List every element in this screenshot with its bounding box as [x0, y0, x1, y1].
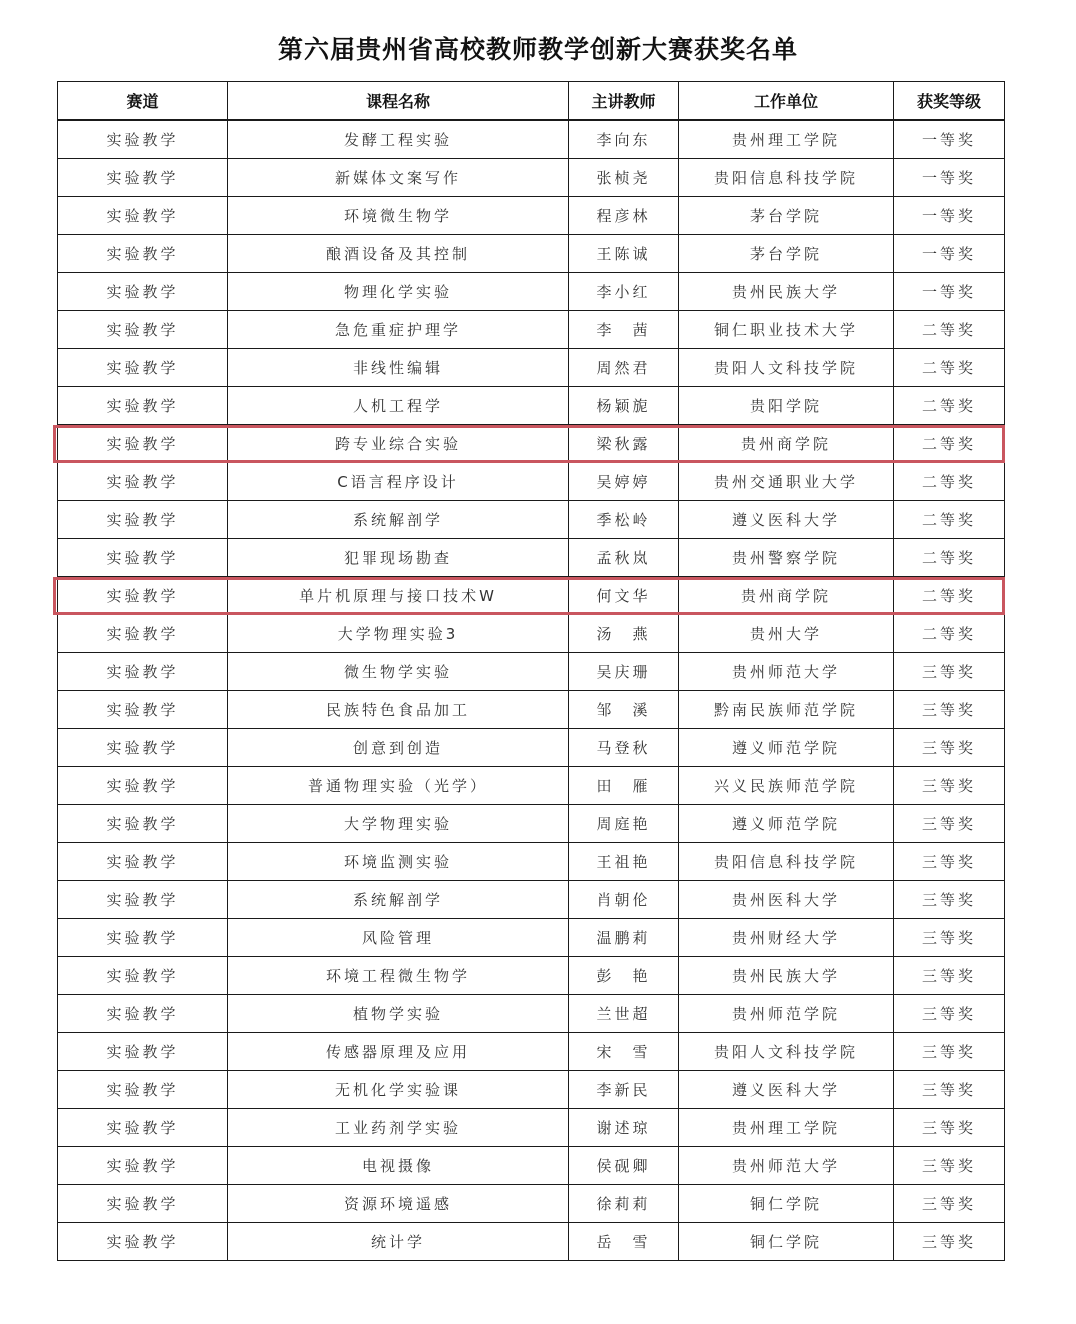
cell-institution: 贵阳信息科技学院 [679, 843, 894, 881]
cell-track: 实验教学 [58, 387, 228, 425]
cell-lead-teacher: 张桢尧 [569, 159, 679, 197]
cell-course-name: 民族特色食品加工 [228, 691, 569, 729]
table-row [58, 843, 1005, 881]
cell-course-name: 系统解剖学 [228, 881, 569, 919]
cell-course-name: 系统解剖学 [228, 501, 569, 539]
cell-institution: 贵州警察学院 [679, 539, 894, 577]
table-row [58, 425, 1005, 463]
cell-lead-teacher: 吴婷婷 [569, 463, 679, 501]
cell-award-level: 二等奖 [894, 577, 1005, 615]
cell-course-name: 无机化学实验课 [228, 1071, 569, 1109]
cell-track: 实验教学 [58, 311, 228, 349]
table-row [58, 615, 1005, 653]
cell-track: 实验教学 [58, 349, 228, 387]
cell-award-level: 二等奖 [894, 311, 1005, 349]
cell-lead-teacher: 李向东 [569, 120, 679, 159]
cell-award-level: 三等奖 [894, 729, 1005, 767]
cell-track: 实验教学 [58, 1223, 228, 1261]
cell-lead-teacher: 彭 艳 [569, 957, 679, 995]
table-row [58, 881, 1005, 919]
cell-track: 实验教学 [58, 501, 228, 539]
cell-award-level: 二等奖 [894, 539, 1005, 577]
cell-institution: 贵州理工学院 [679, 1109, 894, 1147]
awards-table [57, 81, 1005, 1261]
cell-award-level: 一等奖 [894, 120, 1005, 159]
header-award-level: 获奖等级 [894, 82, 1005, 121]
table-row [58, 1147, 1005, 1185]
cell-institution: 铜仁职业技术大学 [679, 311, 894, 349]
table-row [58, 539, 1005, 577]
cell-award-level: 三等奖 [894, 995, 1005, 1033]
cell-award-level: 二等奖 [894, 501, 1005, 539]
cell-institution: 贵阳信息科技学院 [679, 159, 894, 197]
cell-course-name: 资源环境遥感 [228, 1185, 569, 1223]
cell-institution: 遵义医科大学 [679, 1071, 894, 1109]
cell-lead-teacher: 王祖艳 [569, 843, 679, 881]
cell-lead-teacher: 岳 雪 [569, 1223, 679, 1261]
cell-course-name: 单片机原理与接口技术W [228, 577, 569, 615]
cell-track: 实验教学 [58, 425, 228, 463]
cell-institution: 贵州财经大学 [679, 919, 894, 957]
cell-lead-teacher: 谢述琼 [569, 1109, 679, 1147]
cell-course-name: 传感器原理及应用 [228, 1033, 569, 1071]
cell-award-level: 三等奖 [894, 1223, 1005, 1261]
cell-course-name: 新媒体文案写作 [228, 159, 569, 197]
cell-track: 实验教学 [58, 577, 228, 615]
table-row [58, 197, 1005, 235]
cell-course-name: C语言程序设计 [228, 463, 569, 501]
cell-award-level: 三等奖 [894, 805, 1005, 843]
cell-award-level: 二等奖 [894, 349, 1005, 387]
cell-institution: 遵义师范学院 [679, 805, 894, 843]
cell-course-name: 创意到创造 [228, 729, 569, 767]
cell-track: 实验教学 [58, 159, 228, 197]
cell-track: 实验教学 [58, 767, 228, 805]
cell-lead-teacher: 汤 燕 [569, 615, 679, 653]
cell-award-level: 二等奖 [894, 463, 1005, 501]
cell-award-level: 三等奖 [894, 1109, 1005, 1147]
cell-lead-teacher: 季松岭 [569, 501, 679, 539]
table-row [58, 577, 1005, 615]
cell-course-name: 人机工程学 [228, 387, 569, 425]
cell-track: 实验教学 [58, 235, 228, 273]
table-row [58, 1223, 1005, 1261]
cell-institution: 贵州医科大学 [679, 881, 894, 919]
table-row [58, 767, 1005, 805]
cell-lead-teacher: 何文华 [569, 577, 679, 615]
cell-track: 实验教学 [58, 995, 228, 1033]
table-row [58, 995, 1005, 1033]
cell-institution: 兴义民族师范学院 [679, 767, 894, 805]
cell-lead-teacher: 王陈诚 [569, 235, 679, 273]
cell-award-level: 三等奖 [894, 1185, 1005, 1223]
cell-course-name: 微生物学实验 [228, 653, 569, 691]
cell-lead-teacher: 李新民 [569, 1071, 679, 1109]
cell-lead-teacher: 吴庆珊 [569, 653, 679, 691]
cell-course-name: 跨专业综合实验 [228, 425, 569, 463]
cell-course-name: 环境微生物学 [228, 197, 569, 235]
cell-institution: 贵州商学院 [679, 577, 894, 615]
cell-course-name: 物理化学实验 [228, 273, 569, 311]
cell-lead-teacher: 杨颖旎 [569, 387, 679, 425]
cell-institution: 遵义医科大学 [679, 501, 894, 539]
cell-track: 实验教学 [58, 957, 228, 995]
cell-lead-teacher: 李小红 [569, 273, 679, 311]
table-row [58, 919, 1005, 957]
cell-award-level: 一等奖 [894, 159, 1005, 197]
cell-track: 实验教学 [58, 120, 228, 159]
table-row [58, 501, 1005, 539]
table-row [58, 653, 1005, 691]
cell-award-level: 一等奖 [894, 273, 1005, 311]
table-body [58, 120, 1005, 1261]
table-row [58, 387, 1005, 425]
table-row [58, 691, 1005, 729]
cell-award-level: 三等奖 [894, 1033, 1005, 1071]
cell-track: 实验教学 [58, 197, 228, 235]
cell-institution: 贵阳人文科技学院 [679, 1033, 894, 1071]
cell-institution: 贵阳人文科技学院 [679, 349, 894, 387]
cell-lead-teacher: 周庭艳 [569, 805, 679, 843]
page-title: 第六届贵州省高校教师教学创新大赛获奖名单 [277, 35, 798, 64]
cell-institution: 黔南民族师范学院 [679, 691, 894, 729]
cell-award-level: 三等奖 [894, 1147, 1005, 1185]
cell-track: 实验教学 [58, 805, 228, 843]
cell-course-name: 酿酒设备及其控制 [228, 235, 569, 273]
table-row [58, 957, 1005, 995]
header-lead-teacher: 主讲教师 [569, 82, 679, 121]
cell-course-name: 环境监测实验 [228, 843, 569, 881]
cell-lead-teacher: 程彦林 [569, 197, 679, 235]
table-row [58, 1033, 1005, 1071]
cell-award-level: 二等奖 [894, 425, 1005, 463]
cell-track: 实验教学 [58, 463, 228, 501]
cell-course-name: 电视摄像 [228, 1147, 569, 1185]
table-row [58, 120, 1005, 159]
cell-track: 实验教学 [58, 919, 228, 957]
cell-course-name: 急危重症护理学 [228, 311, 569, 349]
cell-award-level: 三等奖 [894, 653, 1005, 691]
cell-institution: 茅台学院 [679, 197, 894, 235]
cell-award-level: 二等奖 [894, 387, 1005, 425]
cell-track: 实验教学 [58, 1033, 228, 1071]
cell-institution: 贵州商学院 [679, 425, 894, 463]
cell-institution: 铜仁学院 [679, 1185, 894, 1223]
table-row [58, 1109, 1005, 1147]
cell-institution: 贵州民族大学 [679, 273, 894, 311]
header-track: 赛道 [58, 82, 228, 121]
table-row [58, 311, 1005, 349]
cell-course-name: 普通物理实验（光学） [228, 767, 569, 805]
cell-award-level: 二等奖 [894, 615, 1005, 653]
cell-award-level: 三等奖 [894, 881, 1005, 919]
cell-award-level: 一等奖 [894, 235, 1005, 273]
cell-track: 实验教学 [58, 881, 228, 919]
cell-institution: 贵州理工学院 [679, 120, 894, 159]
cell-award-level: 三等奖 [894, 843, 1005, 881]
cell-lead-teacher: 李 茜 [569, 311, 679, 349]
cell-track: 实验教学 [58, 273, 228, 311]
cell-award-level: 三等奖 [894, 1071, 1005, 1109]
cell-institution: 铜仁学院 [679, 1223, 894, 1261]
cell-institution: 茅台学院 [679, 235, 894, 273]
cell-course-name: 大学物理实验 [228, 805, 569, 843]
cell-institution: 贵州师范学院 [679, 995, 894, 1033]
header-course-name: 课程名称 [228, 82, 569, 121]
cell-lead-teacher: 马登秋 [569, 729, 679, 767]
cell-course-name: 风险管理 [228, 919, 569, 957]
table-row [58, 1185, 1005, 1223]
table-row [58, 729, 1005, 767]
cell-track: 实验教学 [58, 729, 228, 767]
cell-course-name: 植物学实验 [228, 995, 569, 1033]
cell-track: 实验教学 [58, 539, 228, 577]
cell-institution: 遵义师范学院 [679, 729, 894, 767]
cell-award-level: 三等奖 [894, 957, 1005, 995]
cell-lead-teacher: 侯砚卿 [569, 1147, 679, 1185]
cell-track: 实验教学 [58, 1185, 228, 1223]
cell-lead-teacher: 徐莉莉 [569, 1185, 679, 1223]
table-row [58, 1071, 1005, 1109]
cell-track: 实验教学 [58, 843, 228, 881]
table-row [58, 463, 1005, 501]
cell-track: 实验教学 [58, 1147, 228, 1185]
cell-lead-teacher: 宋 雪 [569, 1033, 679, 1071]
cell-institution: 贵州民族大学 [679, 957, 894, 995]
table-row [58, 349, 1005, 387]
cell-award-level: 一等奖 [894, 197, 1005, 235]
cell-course-name: 犯罪现场勘查 [228, 539, 569, 577]
cell-lead-teacher: 孟秋岚 [569, 539, 679, 577]
cell-track: 实验教学 [58, 1109, 228, 1147]
cell-institution: 贵州师范大学 [679, 1147, 894, 1185]
cell-institution: 贵阳学院 [679, 387, 894, 425]
cell-course-name: 统计学 [228, 1223, 569, 1261]
cell-lead-teacher: 周然君 [569, 349, 679, 387]
cell-track: 实验教学 [58, 653, 228, 691]
table-row [58, 235, 1005, 273]
cell-course-name: 非线性编辑 [228, 349, 569, 387]
cell-lead-teacher: 梁秋露 [569, 425, 679, 463]
table-row [58, 273, 1005, 311]
cell-institution: 贵州大学 [679, 615, 894, 653]
cell-award-level: 三等奖 [894, 691, 1005, 729]
cell-lead-teacher: 田 雁 [569, 767, 679, 805]
cell-track: 实验教学 [58, 691, 228, 729]
cell-course-name: 大学物理实验3 [228, 615, 569, 653]
cell-course-name: 工业药剂学实验 [228, 1109, 569, 1147]
cell-award-level: 三等奖 [894, 919, 1005, 957]
cell-lead-teacher: 温鹏莉 [569, 919, 679, 957]
cell-course-name: 环境工程微生物学 [228, 957, 569, 995]
cell-award-level: 三等奖 [894, 767, 1005, 805]
cell-institution: 贵州师范大学 [679, 653, 894, 691]
table-header-row [58, 82, 1005, 121]
cell-lead-teacher: 肖朝伦 [569, 881, 679, 919]
table-row [58, 805, 1005, 843]
table-row [58, 159, 1005, 197]
cell-track: 实验教学 [58, 1071, 228, 1109]
cell-track: 实验教学 [58, 615, 228, 653]
cell-institution: 贵州交通职业大学 [679, 463, 894, 501]
header-institution: 工作单位 [679, 82, 894, 121]
cell-lead-teacher: 兰世超 [569, 995, 679, 1033]
cell-lead-teacher: 邹 溪 [569, 691, 679, 729]
cell-course-name: 发酵工程实验 [228, 120, 569, 159]
